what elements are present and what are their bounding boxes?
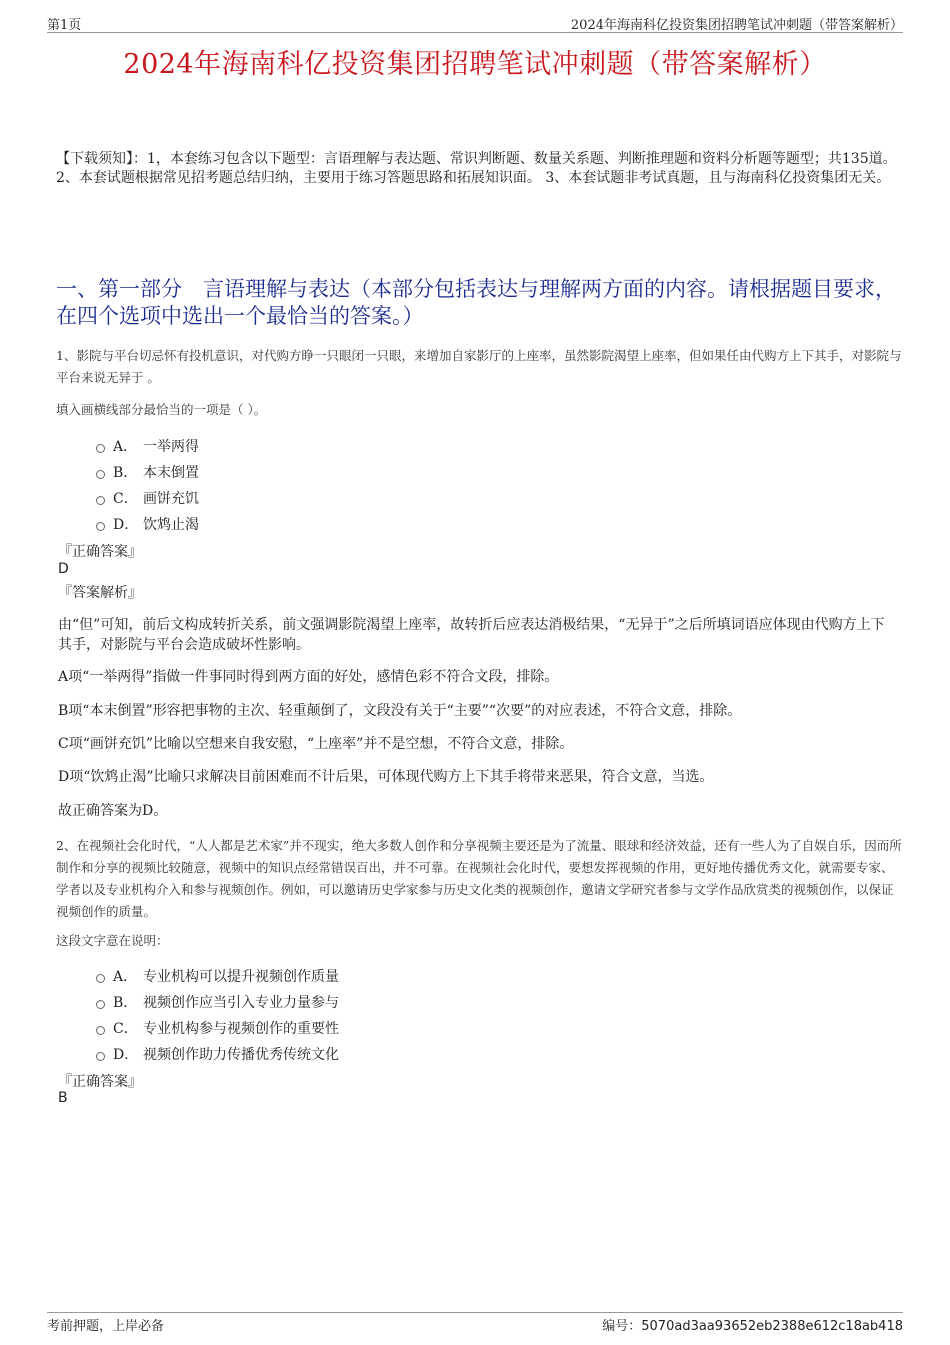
radio-icon[interactable] — [96, 1052, 105, 1061]
radio-icon[interactable] — [96, 522, 105, 531]
radio-icon[interactable] — [96, 1000, 105, 1009]
document-title: 2024年海南科亿投资集团招聘笔试冲刺题（带答案解析） — [123, 49, 827, 80]
analysis-paragraph: A项“一举两得”指做一件事同时得到两方面的好处，感情色彩不符合文段，排除。 — [58, 669, 559, 685]
download-notice: 【下载须知】：1，本套练习包含以下题型：言语理解与表达题、常识判断题、数量关系题、判断推理题和资料分析题等题型；共135道。 2、本套试题根据常见招考题总结归纳，主要用于练习答题思路和拓展知识面。 3、本套试题非考试真题，且与海南科亿投资集团无关。 — [56, 151, 897, 186]
analysis-paragraph: D项“饮鸩止渴”比喻只求解决目前困难而不计后果，可体现代购方上下其手将带来恶果，符合文意，当选。 — [58, 769, 714, 785]
option-a[interactable]: A． 专业机构可以提升视频创作质量 — [96, 963, 339, 989]
analysis-paragraph: B项“本末倒置”形容把事物的主次、轻重颠倒了，文段没有关于“主要”“次要”的对应表述，不符合文意，排除。 — [58, 703, 742, 719]
header-doc-title: 2024年海南科亿投资集团招聘笔试冲刺题（带答案解析） — [570, 18, 903, 33]
analysis-paragraph: C项“画饼充饥”比喻以空想来自我安慰，“上座率”并不是空想，不符合文意，排除。 — [58, 736, 574, 752]
answer-label: 『正确答案』 — [58, 544, 142, 560]
answer-label: 『正确答案』 — [58, 1074, 142, 1090]
radio-icon[interactable] — [96, 470, 105, 479]
question-1-options — [96, 433, 199, 537]
footer-slogan: 考前押题，上岸必备 — [47, 1319, 165, 1334]
radio-icon[interactable] — [96, 444, 105, 453]
option-a[interactable]: A． 一举两得 — [96, 433, 199, 459]
analysis-conclusion: 故正确答案为D。 — [58, 803, 168, 819]
option-d[interactable]: D． 视频创作助力传播优秀传统文化 — [96, 1041, 339, 1067]
radio-icon[interactable] — [96, 974, 105, 983]
footer-code: 编号：5070ad3aa93652eb2388e612c18ab418 — [602, 1319, 903, 1334]
question-2-options — [96, 963, 339, 1067]
option-b[interactable]: B． 视频创作应当引入专业力量参与 — [96, 989, 339, 1015]
option-c[interactable]: C． 专业机构参与视频创作的重要性 — [96, 1015, 339, 1041]
page-number: 第1页 — [47, 18, 82, 33]
question-2-prompt: 这段文字意在说明： — [56, 933, 169, 948]
option-b[interactable]: B． 本末倒置 — [96, 459, 199, 485]
analysis-label: 『答案解析』 — [58, 585, 142, 601]
radio-icon[interactable] — [96, 496, 105, 505]
answer-value: D — [58, 561, 69, 577]
section-heading: 一、第一部分 言语理解与表达（本部分包括表达与理解两方面的内容。请根据题目要求，在四个选项中选出一个最恰当的答案。） — [56, 277, 896, 328]
page-footer — [47, 1312, 903, 1333]
question-2-text: 2、在视频社会化时代，“人人都是艺术家”并不现实，绝大多数人创作和分享视频主要还是为了流量、眼球和经济效益，还有一些人为了自娱自乐，因而所制作和分享的视频比较随意，视频中的知识点经常错误百出，并不可靠。在视频社会化时代，要想发挥视频的作用，更好地传播优秀文化，就需要专家、学者以及专业机构介入和参与视频创作。例如，可以邀请历史学家参与历史文化类的视频创作，邀请文学研究者参与文学作品欣赏类的视频创作，以保证视频创作的质量。 — [56, 838, 902, 919]
answer-value: B — [58, 1090, 68, 1106]
option-c[interactable]: C． 画饼充饥 — [96, 485, 199, 511]
page-header — [47, 14, 903, 33]
analysis-paragraph: 由“但”可知，前后文构成转折关系，前文强调影院渴望上座率，故转折后应表达消极结果，“无异于”之后所填词语应体现由代购方上下其手，对影院与平台会造成破坏性影响。 — [58, 617, 885, 653]
question-1-text: 1、影院与平台切忌怀有投机意识，对代购方睁一只眼闭一只眼，来增加自家影厅的上座率，虽然影院渴望上座率，但如果任由代购方上下其手，对影院与平台来说无异于 。 — [56, 348, 902, 385]
option-d[interactable]: D． 饮鸩止渴 — [96, 511, 199, 537]
question-1-prompt: 填入画横线部分最恰当的一项是（ ）。 — [56, 402, 267, 417]
radio-icon[interactable] — [96, 1026, 105, 1035]
